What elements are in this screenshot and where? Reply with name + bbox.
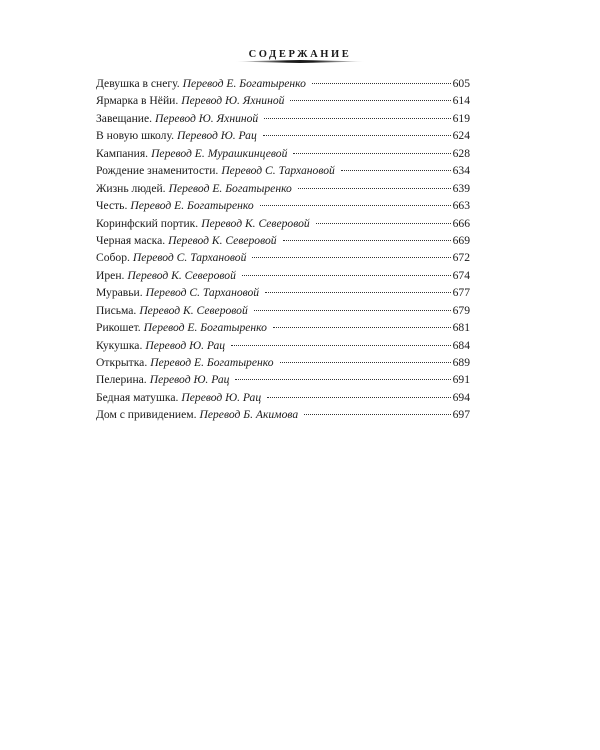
toc-dot-leader xyxy=(341,159,451,171)
toc-dot-leader xyxy=(298,177,451,189)
toc-entry-page-number: 663 xyxy=(452,199,470,213)
table-of-contents xyxy=(96,75,470,424)
toc-dot-leader xyxy=(235,368,450,380)
toc-dot-leader xyxy=(267,386,450,398)
toc-entry-title: Открытка. xyxy=(96,356,148,369)
toc-entry-title: В новую школу. xyxy=(96,129,175,143)
toc-entry-translator: Перевод Е. Богатыренко xyxy=(182,77,306,90)
toc-entry-translator: Перевод К. Северовой xyxy=(127,268,236,282)
toc-entry-page-number: 684 xyxy=(452,338,470,352)
toc-entry-page-number: 677 xyxy=(452,286,470,300)
toc-entry-page-number: 679 xyxy=(452,303,470,317)
toc-entry-translator: Перевод Ю. Рац xyxy=(177,129,257,143)
toc-entry-page-number: 605 xyxy=(452,77,470,90)
toc-dot-leader xyxy=(316,212,451,224)
toc-entry-title: Муравьи. xyxy=(96,286,143,300)
toc-entry-translator: Перевод Ю. Рац xyxy=(149,373,230,387)
toc-entry xyxy=(96,406,470,423)
toc-dot-leader xyxy=(242,264,451,276)
toc-entry-translator: Перевод К. Северовой xyxy=(201,216,310,230)
toc-entry-title: Жизнь людей. xyxy=(96,181,166,195)
toc-dot-leader xyxy=(254,299,451,311)
toc-entry-title: Бедная матушка. xyxy=(96,390,179,404)
toc-entry-title: Кукушка. xyxy=(96,338,143,352)
toc-entry-title: Девушка в снегу. xyxy=(96,77,180,90)
toc-dot-leader xyxy=(283,229,451,241)
toc-entry-translator: Перевод Е. Богатыренко xyxy=(168,181,292,195)
toc-entry-translator: Перевод Ю. Рац xyxy=(145,338,226,352)
toc-entry-title: Дом с привидением. xyxy=(96,408,197,422)
toc-entry-title: Собор. xyxy=(96,251,130,265)
toc-entry-title: Ирен. xyxy=(96,268,125,282)
toc-entry-translator: Перевод К. Северовой xyxy=(168,233,277,247)
toc-entry-translator: Перевод Е. Богатыренко xyxy=(143,321,267,335)
toc-entry-translator: Перевод С. Тархановой xyxy=(132,251,247,265)
toc-entry-title: Кампания. xyxy=(96,146,149,160)
toc-entry-page-number: 681 xyxy=(452,321,470,335)
toc-dot-leader xyxy=(260,194,451,206)
toc-dot-leader xyxy=(252,246,450,258)
toc-entry-page-number: 628 xyxy=(452,146,470,160)
toc-entry-page-number: 691 xyxy=(452,373,470,387)
toc-entry-translator: Перевод Ю. Яхниной xyxy=(155,111,259,125)
toc-entry-page-number: 672 xyxy=(452,251,470,265)
toc-entry-translator: Перевод Е. Богатыренко xyxy=(130,199,254,213)
toc-entry-title: Рождение знаменитости. xyxy=(96,164,219,178)
toc-entry-translator: Перевод Ю. Яхниной xyxy=(181,94,285,108)
toc-dot-leader xyxy=(290,89,450,101)
toc-entry-title: Завещание. xyxy=(96,111,153,125)
toc-entry-translator: Перевод С. Тархановой xyxy=(221,164,335,178)
toc-entry-title: Письма. xyxy=(96,303,137,317)
toc-entry-page-number: 669 xyxy=(452,233,470,247)
toc-entry-translator: Перевод Е. Богатыренко xyxy=(150,356,274,369)
toc-entry-page-number: 639 xyxy=(452,181,470,195)
toc-dot-leader xyxy=(264,107,450,119)
toc-entry-translator: Перевод С. Тархановой xyxy=(145,286,260,300)
toc-entry-title: Честь. xyxy=(96,199,128,213)
toc-entry-translator: Перевод Ю. Рац xyxy=(181,390,262,404)
toc-entry-page-number: 666 xyxy=(452,216,470,230)
toc-dot-leader xyxy=(280,351,451,363)
toc-dot-leader xyxy=(265,281,451,293)
toc-entry-title: Ярмарка в Нёйи. xyxy=(96,94,179,108)
toc-entry-translator: Перевод К. Северовой xyxy=(139,303,248,317)
toc-entry-page-number: 624 xyxy=(452,129,470,143)
toc-dot-leader xyxy=(231,334,451,346)
toc-entry-page-number: 694 xyxy=(452,390,470,404)
toc-dot-leader xyxy=(293,142,450,154)
toc-entry-title: Рикошет. xyxy=(96,321,141,335)
toc-entry-page-number: 619 xyxy=(452,111,470,125)
toc-entry-page-number: 674 xyxy=(452,268,470,282)
toc-entry-translator: Перевод Б. Акимова xyxy=(199,408,299,422)
toc-entry-translator: Перевод Е. Мурашкинцевой xyxy=(151,146,288,160)
header-ornament-rule xyxy=(235,60,365,63)
toc-dot-leader xyxy=(263,124,451,136)
contents-heading: СОДЕРЖАНИЕ xyxy=(248,49,352,60)
toc-dot-leader xyxy=(312,72,451,84)
toc-dot-leader xyxy=(273,316,451,328)
toc-entry-page-number: 697 xyxy=(452,408,470,422)
toc-entry-page-number: 634 xyxy=(452,164,470,178)
toc-entry-title: Коринфский портик. xyxy=(96,216,199,230)
contents-header xyxy=(0,44,600,62)
toc-entry-title: Пелерина. xyxy=(96,373,147,387)
toc-entry-page-number: 689 xyxy=(452,356,470,369)
toc-entry-page-number: 614 xyxy=(452,94,470,108)
toc-dot-leader xyxy=(304,403,450,415)
toc-entry-title: Черная маска. xyxy=(96,233,166,247)
